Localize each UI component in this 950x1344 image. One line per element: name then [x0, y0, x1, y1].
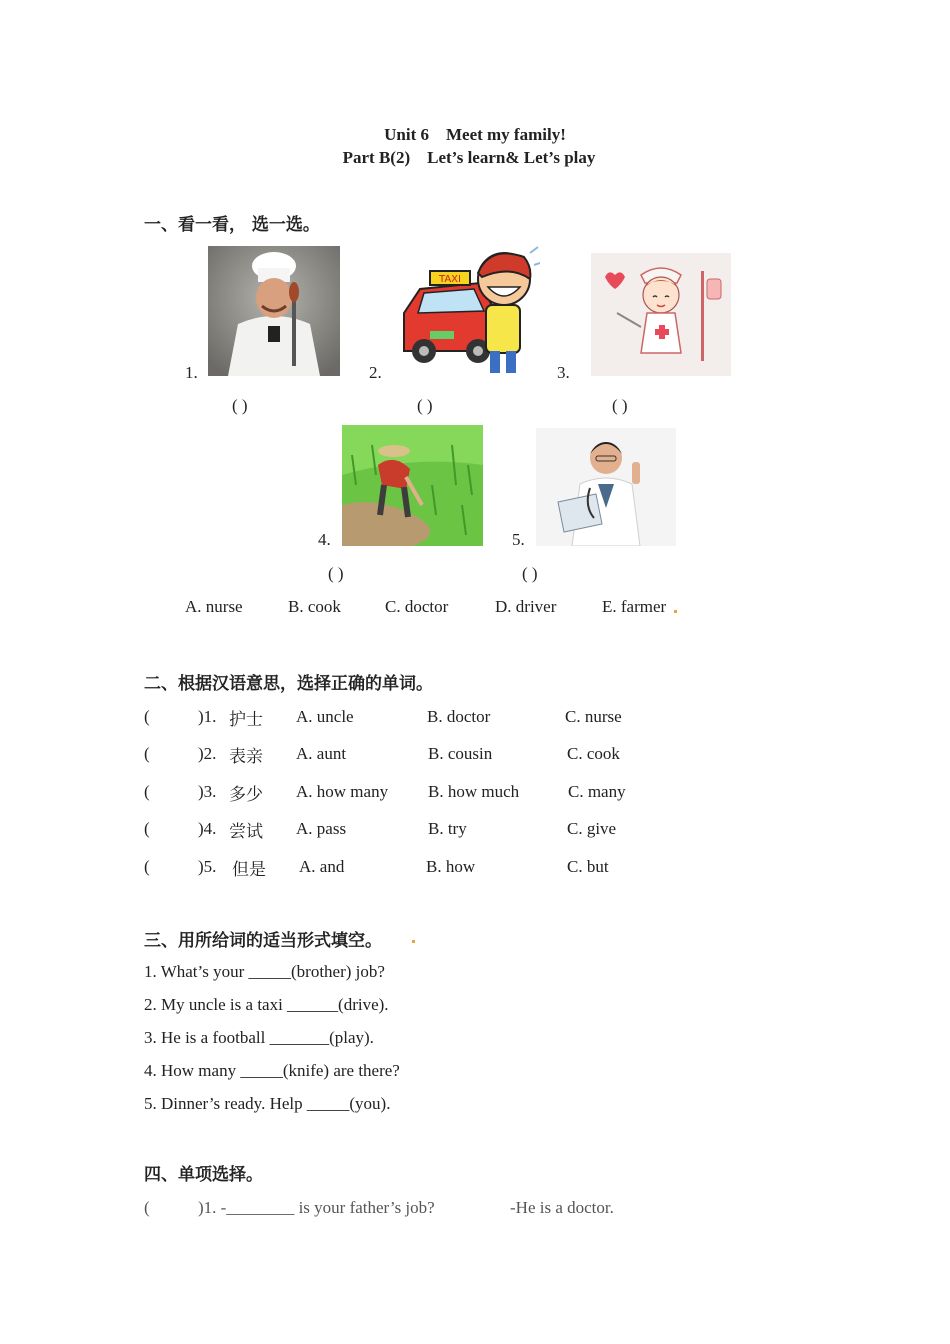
s2-row2-option-b: B. cousin: [428, 744, 493, 763]
s2-row1-option-a: A. uncle: [296, 707, 354, 726]
item1-number: 1.: [185, 363, 198, 382]
option-e: E. farmer: [602, 597, 667, 616]
s2-row4-option-b: B. try: [428, 819, 467, 838]
s2-row3-number: )3.: [198, 782, 217, 801]
item2-number: 2.: [369, 363, 382, 382]
s2-row5-option-c: C. but: [567, 857, 609, 876]
s2-row4-option-a: A. pass: [296, 819, 347, 838]
s2-row1-number: )1.: [198, 707, 217, 726]
s2-row3-option-b: B. how much: [428, 782, 520, 801]
s2-row4-paren[interactable]: (: [144, 819, 150, 838]
option-a: A. nurse: [185, 597, 243, 616]
s2-row1-option-c: C. nurse: [565, 707, 622, 726]
farmer-image: [342, 425, 483, 546]
item2-answer-paren[interactable]: ( ): [417, 396, 433, 415]
s3-line5: 5. Dinner’s ready. Help _____(you).: [144, 1094, 391, 1113]
s2-row1-word: 护士: [229, 710, 263, 730]
cook-image: [208, 246, 340, 376]
item4-answer-paren[interactable]: ( ): [328, 564, 344, 583]
s2-row2-paren[interactable]: (: [144, 744, 150, 763]
s2-row5-option-a: A. and: [299, 857, 345, 876]
s4-q1-question: )1. -________ is your father’s job?: [198, 1198, 435, 1217]
s2-row3-word: 多少: [229, 785, 263, 805]
s2-row2-word: 表亲: [229, 747, 263, 767]
option-c: C. doctor: [385, 597, 449, 616]
s2-row2-number: )2.: [198, 744, 217, 763]
item3-answer-paren[interactable]: ( ): [612, 396, 628, 415]
nurse-image: [591, 253, 731, 376]
s2-row4-option-c: C. give: [567, 819, 617, 838]
s2-row5-option-b: B. how: [426, 857, 476, 876]
item4-number: 4.: [318, 530, 331, 549]
option-d: D. driver: [495, 597, 557, 616]
accent-dot: [674, 610, 677, 613]
svg-text:TAXI: TAXI: [439, 274, 461, 285]
item5-number: 5.: [512, 530, 525, 549]
s2-row2-option-a: A. aunt: [296, 744, 347, 763]
s4-q1-paren[interactable]: (: [144, 1198, 150, 1217]
s2-row3-paren[interactable]: (: [144, 782, 150, 801]
s2-row1-option-b: B. doctor: [427, 707, 491, 726]
s2-row5-number: )5.: [198, 857, 217, 876]
s2-row3-option-c: C. many: [568, 782, 626, 801]
s2-row1-paren[interactable]: (: [144, 707, 150, 726]
s2-row4-number: )4.: [198, 819, 217, 838]
item5-answer-paren[interactable]: ( ): [522, 564, 538, 583]
accent-dot: [412, 940, 415, 943]
section1-heading: 一、看一看， 选一选。: [144, 215, 320, 235]
s2-row4-word: 尝试: [229, 822, 263, 842]
section3-heading: 三、用所给词的适当形式填空。: [144, 931, 382, 951]
section2-heading: 二、根据汉语意思，选择正确的单词。: [144, 674, 433, 694]
s3-line2: 2. My uncle is a taxi ______(drive).: [144, 995, 389, 1014]
taxi-driver-image: [400, 243, 540, 376]
doctor-image: [536, 428, 676, 546]
s4-q1-answer: -He is a doctor.: [510, 1198, 614, 1217]
s2-row3-option-a: A. how many: [296, 782, 389, 801]
page-title: Unit 6 Meet my family!: [384, 125, 566, 144]
section4-heading: 四、单项选择。: [144, 1165, 263, 1185]
option-b: B. cook: [288, 597, 341, 616]
s3-line1: 1. What’s your _____(brother) job?: [144, 962, 385, 981]
s3-line4: 4. How many _____(knife) are there?: [144, 1061, 400, 1080]
item3-number: 3.: [557, 363, 570, 382]
page-subtitle: Part B(2) Let’s learn& Let’s play: [342, 148, 596, 167]
s2-row2-option-c: C. cook: [567, 744, 620, 763]
s2-row5-paren[interactable]: (: [144, 857, 150, 876]
s2-row5-word: 但是: [232, 860, 266, 880]
item1-answer-paren[interactable]: ( ): [232, 396, 248, 415]
s3-line3: 3. He is a football _______(play).: [144, 1028, 374, 1047]
